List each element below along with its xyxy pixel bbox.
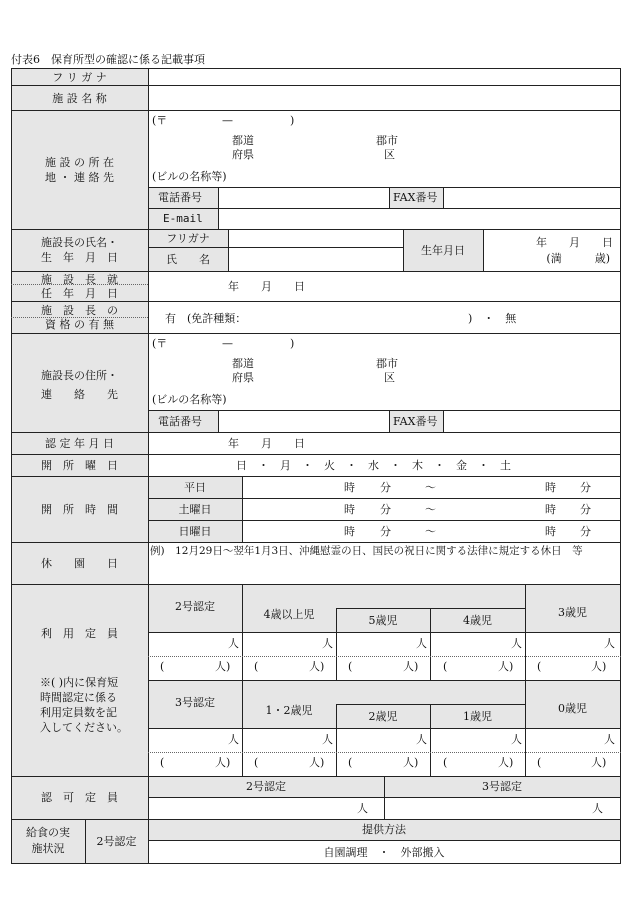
age0-short-person[interactable]: 人) xyxy=(591,756,607,769)
director-furigana-label: フリガナ xyxy=(166,232,210,245)
building-name-label: (ビルの名称等) xyxy=(152,170,227,183)
cert-date-label: 認 定 年 月 日 xyxy=(45,437,114,450)
dir-postal-close: ) xyxy=(290,337,295,350)
weekday-tilde: ～ xyxy=(425,481,436,494)
appointed-label-line1: 施 設 長 就 xyxy=(41,273,118,286)
capacity-note-line1: ※( )内に保育短 xyxy=(40,676,119,689)
postal-open: (〒 xyxy=(152,114,168,127)
sunday-end-hour[interactable]: 時 xyxy=(545,525,556,538)
director-label-line2: 生 年 月 日 xyxy=(41,251,118,264)
dir-phone-label: 電話番号 xyxy=(158,415,202,428)
approved-cert3-person[interactable]: 人 xyxy=(592,802,603,815)
age4plus-short-person[interactable]: 人) xyxy=(309,660,325,673)
dir-gunshi-line1: 郡市 xyxy=(376,357,398,370)
age2-person[interactable]: 人 xyxy=(416,733,427,746)
age4plus-short-open: ( xyxy=(254,660,259,673)
cert2-label: 2号認定 xyxy=(175,600,215,613)
age3-label: 3歳児 xyxy=(558,606,587,619)
age12-person[interactable]: 人 xyxy=(322,733,333,746)
dir-todofuken-line2: 府県 xyxy=(232,371,254,384)
director-furigana-input[interactable] xyxy=(230,231,402,246)
qualification-none[interactable]: ) ・ 無 xyxy=(468,312,517,325)
open-days-label: 開 所 曜 日 xyxy=(41,459,118,472)
gunshi-line2: 区 xyxy=(384,148,395,161)
dir-phone-input[interactable] xyxy=(220,412,388,431)
phone-input[interactable] xyxy=(220,189,388,207)
sunday-label: 日曜日 xyxy=(178,525,212,538)
meal-label-line2: 施状況 xyxy=(31,842,65,855)
provision-method-label: 提供方法 xyxy=(362,823,406,836)
sunday-tilde: ～ xyxy=(425,525,436,538)
director-name-label: 氏 名 xyxy=(166,253,210,266)
dir-building-name-label: (ビルの名称等) xyxy=(152,393,227,406)
capacity-label: 利 用 定 員 xyxy=(41,627,118,640)
capacity-note-line3: 利用定員数を記 xyxy=(40,706,117,719)
cert3-label: 3号認定 xyxy=(175,696,215,709)
cert2-total-short-person[interactable]: 人) xyxy=(215,660,231,673)
page-title: 付表6 保育所型の確認に係る記載事項 xyxy=(11,53,205,66)
director-address-label-line2: 連 絡 先 xyxy=(41,388,118,401)
todofuken-line1: 都道 xyxy=(232,134,254,147)
email-input[interactable] xyxy=(220,210,619,228)
address-label-line2: 地 ・ 連 絡 先 xyxy=(45,171,114,184)
weekday-start-hour[interactable]: 時 xyxy=(344,481,355,494)
approved-cert2-label: 2号認定 xyxy=(246,780,286,793)
cert3-total-short-person[interactable]: 人) xyxy=(215,756,231,769)
age5-short-person[interactable]: 人) xyxy=(403,660,419,673)
director-label-line1: 施設長の氏名・ xyxy=(41,236,118,249)
sunday-end-minute[interactable]: 分 xyxy=(580,525,591,538)
age1-person[interactable]: 人 xyxy=(511,733,522,746)
age4-short-open: ( xyxy=(443,660,448,673)
age0-label: 0歳児 xyxy=(558,702,587,715)
approved-cert3-label: 3号認定 xyxy=(482,780,522,793)
age3-person[interactable]: 人 xyxy=(604,637,615,650)
qualification-label-line1: 施 設 長 の xyxy=(41,304,118,317)
cert3-total-person[interactable]: 人 xyxy=(228,733,239,746)
age5-label: 5歳児 xyxy=(368,614,398,627)
gunshi-line1: 郡市 xyxy=(376,134,398,147)
holidays-example[interactable]: 例) 12月29日～翌年1月3日、沖縄慰霊の日、国民の祝日に関する法律に規定する休日 等 xyxy=(150,545,583,557)
cert-date-value[interactable]: 年 月 日 xyxy=(228,437,305,450)
age12-short-person[interactable]: 人) xyxy=(309,756,325,769)
director-name-input[interactable] xyxy=(230,249,402,270)
age0-person[interactable]: 人 xyxy=(604,733,615,746)
weekday-start-minute[interactable]: 分 xyxy=(380,481,391,494)
dir-postal-dash: — xyxy=(222,337,233,350)
age12-short-open: ( xyxy=(254,756,259,769)
sunday-start-minute[interactable]: 分 xyxy=(380,525,391,538)
age0-short-open: ( xyxy=(537,756,542,769)
age5-person[interactable]: 人 xyxy=(416,637,427,650)
capacity-note-line2: 時間認定に係る xyxy=(40,691,117,704)
director-address-label-line1: 施設長の住所・ xyxy=(41,369,118,382)
todofuken-line2: 府県 xyxy=(232,148,254,161)
saturday-end-hour[interactable]: 時 xyxy=(545,503,556,516)
age3-short-open: ( xyxy=(537,660,542,673)
holidays-label: 休 園 日 xyxy=(41,557,118,570)
age4plus-label: 4歳以上児 xyxy=(263,608,315,621)
email-label: E-mail xyxy=(163,212,203,225)
age1-short-open: ( xyxy=(443,756,448,769)
cert2-total-short-open: ( xyxy=(160,660,165,673)
qualification-value[interactable]: 有 (免許種類： xyxy=(165,312,247,325)
qualification-label-line2: 資 格 の 有 無 xyxy=(45,318,114,331)
saturday-end-minute[interactable]: 分 xyxy=(580,503,591,516)
fax-input[interactable] xyxy=(445,189,619,207)
age2-label: 2歳児 xyxy=(368,710,398,723)
cert2-total-person[interactable]: 人 xyxy=(228,637,239,650)
dir-fax-label: FAX番号 xyxy=(393,415,438,428)
sunday-start-hour[interactable]: 時 xyxy=(344,525,355,538)
age4-person[interactable]: 人 xyxy=(511,637,522,650)
appointed-label-line2: 任 年 月 日 xyxy=(41,287,118,300)
furigana-input[interactable] xyxy=(150,70,618,84)
open-days-options[interactable]: 日 ・ 月 ・ 火 ・ 水 ・ 木 ・ 金 ・ 土 xyxy=(236,459,511,472)
age4-label: 4歳児 xyxy=(463,614,492,627)
open-hours-label: 開 所 時 間 xyxy=(41,503,118,516)
saturday-label: 土曜日 xyxy=(178,503,212,516)
facility-name-input[interactable] xyxy=(150,87,618,108)
age2-short-open: ( xyxy=(348,756,353,769)
dir-todofuken-line1: 都道 xyxy=(232,357,254,370)
saturday-start-hour[interactable]: 時 xyxy=(344,503,355,516)
age4plus-person[interactable]: 人 xyxy=(322,637,333,650)
provision-method-options[interactable]: 自園調理 ・ 外部搬入 xyxy=(323,846,445,859)
meal-cert2-label: 2号認定 xyxy=(96,835,137,848)
facility-name-label: 施 設 名 称 xyxy=(52,92,107,105)
saturday-tilde: ～ xyxy=(425,503,436,516)
phone-label: 電話番号 xyxy=(158,191,202,204)
weekday-end-hour[interactable]: 時 xyxy=(545,481,556,494)
address-label-line1: 施 設 の 所 在 xyxy=(45,156,114,169)
birth-age[interactable]: (満 歳) xyxy=(546,252,610,265)
age1-label: 1歳児 xyxy=(463,710,492,723)
age5-short-open: ( xyxy=(348,660,353,673)
weekday-label: 平日 xyxy=(184,481,206,494)
age4-short-person[interactable]: 人) xyxy=(498,660,514,673)
dir-fax-input[interactable] xyxy=(445,412,619,431)
birth-date-label: 生年月日 xyxy=(421,244,465,257)
cert3-total-short-open: ( xyxy=(160,756,165,769)
postal-dash: — xyxy=(222,114,233,127)
weekday-end-minute[interactable]: 分 xyxy=(580,481,591,494)
appointed-date-value[interactable]: 年 月 日 xyxy=(228,280,305,293)
approved-cert2-person[interactable]: 人 xyxy=(357,802,368,815)
saturday-start-minute[interactable]: 分 xyxy=(380,503,391,516)
furigana-label: フ リ ガ ナ xyxy=(52,71,107,84)
fax-label: FAX番号 xyxy=(393,191,438,204)
age12-label: 1・2歳児 xyxy=(265,704,313,717)
age3-short-person[interactable]: 人) xyxy=(591,660,607,673)
postal-close: ) xyxy=(290,114,295,127)
dir-postal-open: (〒 xyxy=(152,337,168,350)
capacity-note-line4: 入してください。 xyxy=(40,721,128,734)
birth-ymd[interactable]: 年 月 日 xyxy=(536,236,613,249)
meal-label-line1: 給食の実 xyxy=(26,826,70,839)
dir-gunshi-line2: 区 xyxy=(384,371,395,384)
age2-short-person[interactable]: 人) xyxy=(403,756,419,769)
age1-short-person[interactable]: 人) xyxy=(498,756,514,769)
approved-capacity-label: 認 可 定 員 xyxy=(41,791,118,804)
